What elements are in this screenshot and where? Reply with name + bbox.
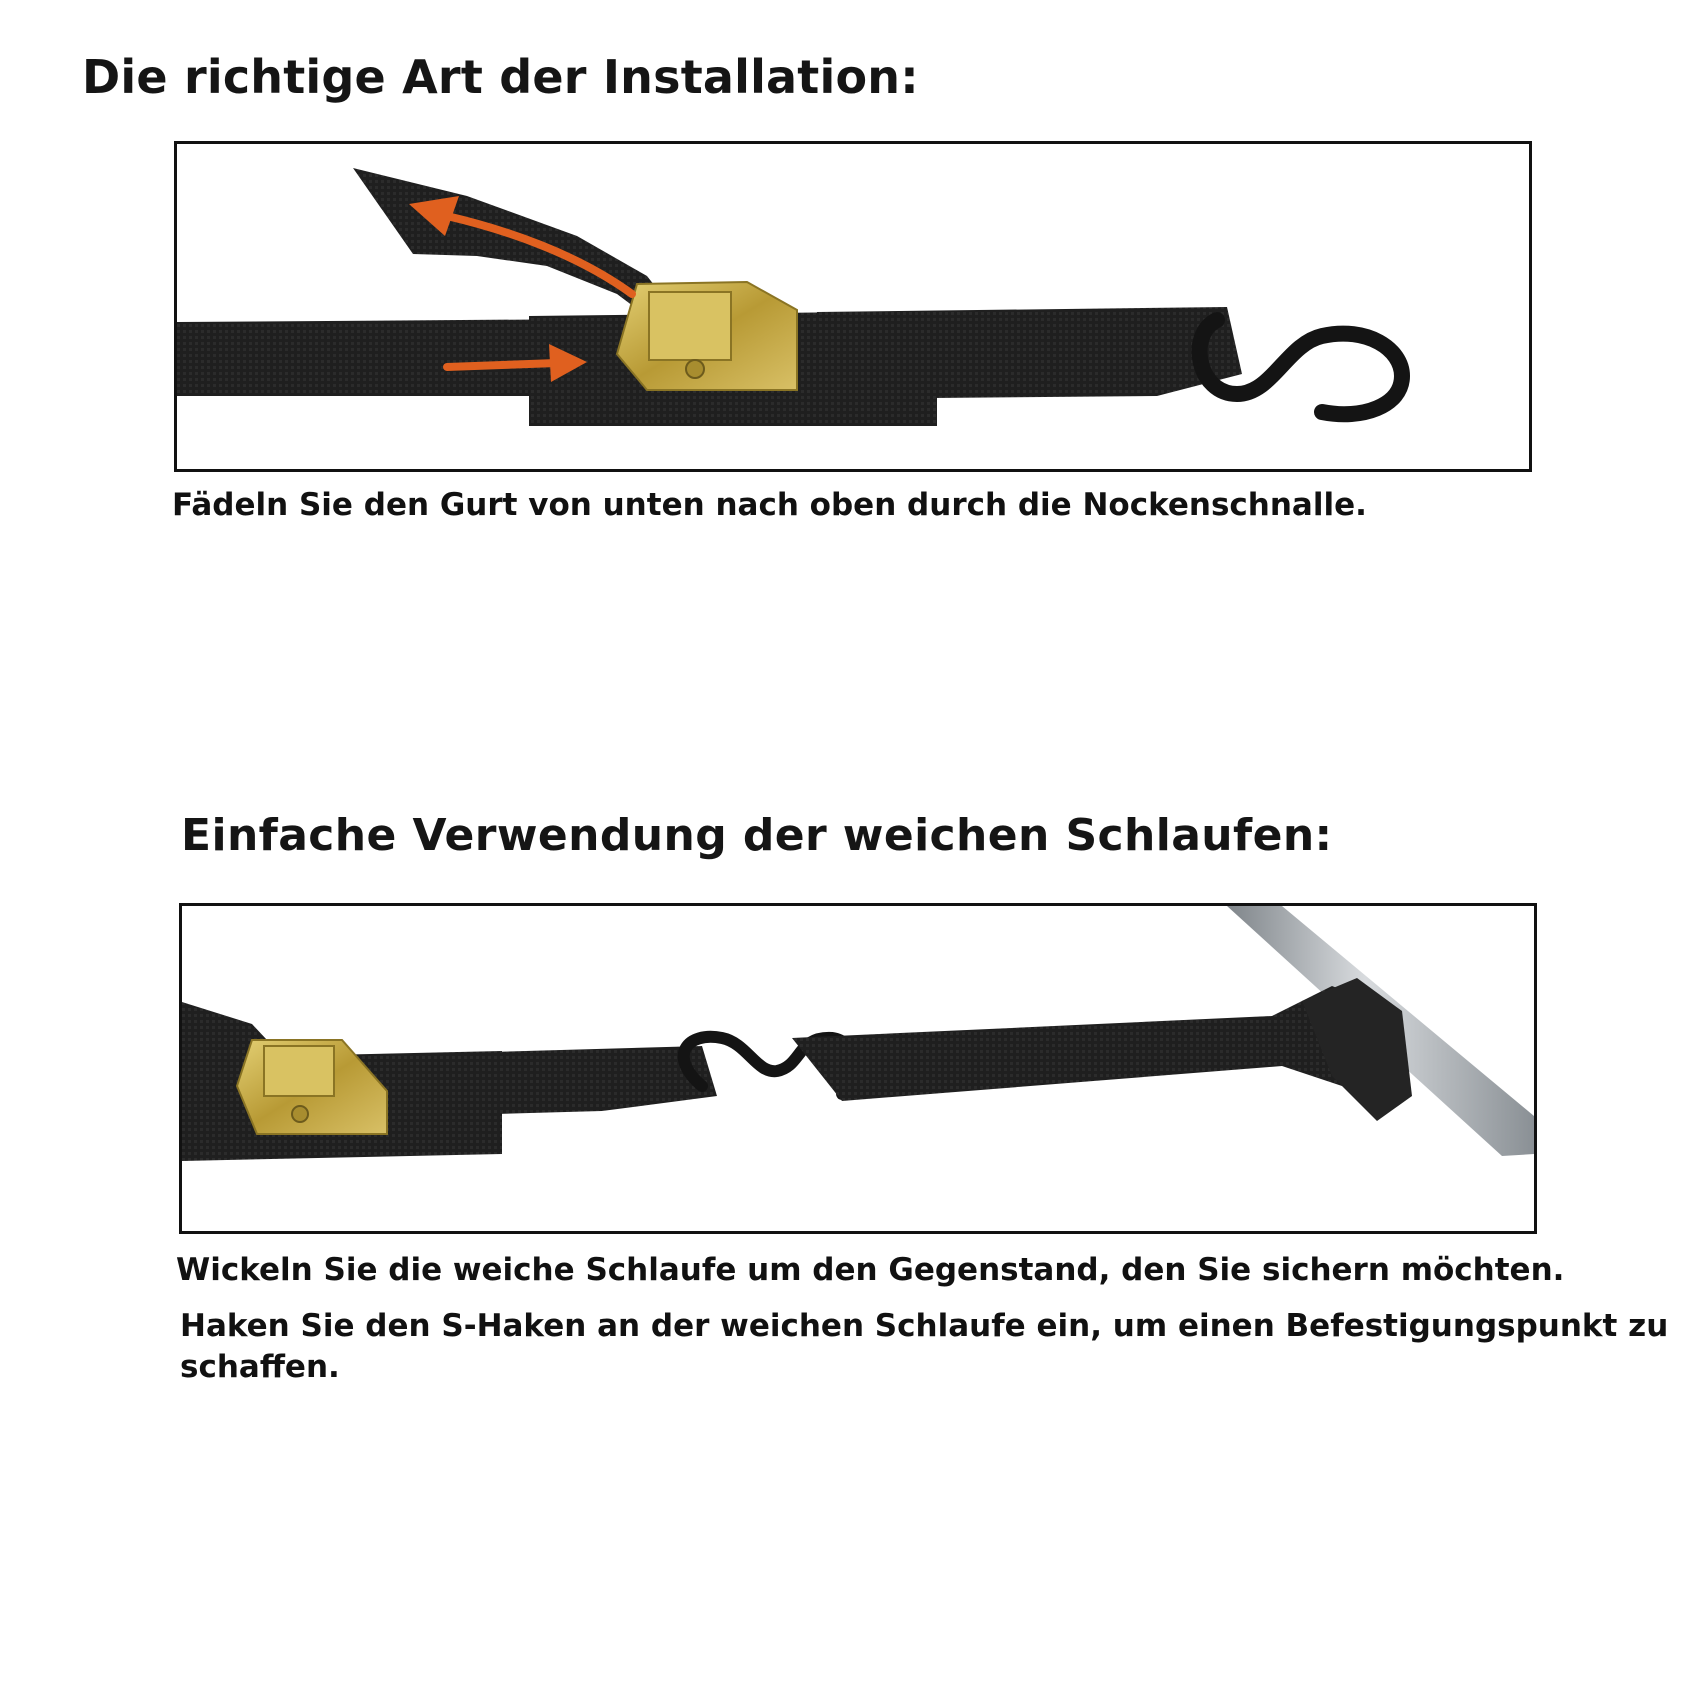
section-2-heading: Einfache Verwendung der weichen Schlaufen: xyxy=(181,810,1333,861)
cam-buckle xyxy=(617,282,797,390)
section-1-heading: Die richtige Art der Installation: xyxy=(82,50,919,104)
cam-buckle-threading-illustration xyxy=(177,144,1529,469)
cam-buckle-threading-photo xyxy=(174,141,1532,472)
section-1-caption: Fädeln Sie den Gurt von unten nach oben durch die Nockenschnalle. xyxy=(172,487,1367,523)
soft-loop-usage-photo xyxy=(179,903,1537,1234)
strap-end xyxy=(817,307,1242,399)
soft-loop-usage-illustration xyxy=(182,906,1534,1231)
section-2-caption-2: Haken Sie den S-Haken an der weichen Schlaufe ein, um einen Befestigungspunkt zu schaffen. xyxy=(180,1308,1669,1385)
section-2-caption-1: Wickeln Sie die weiche Schlaufe um den Gegenstand, den Sie sichern möchten. xyxy=(176,1252,1565,1288)
